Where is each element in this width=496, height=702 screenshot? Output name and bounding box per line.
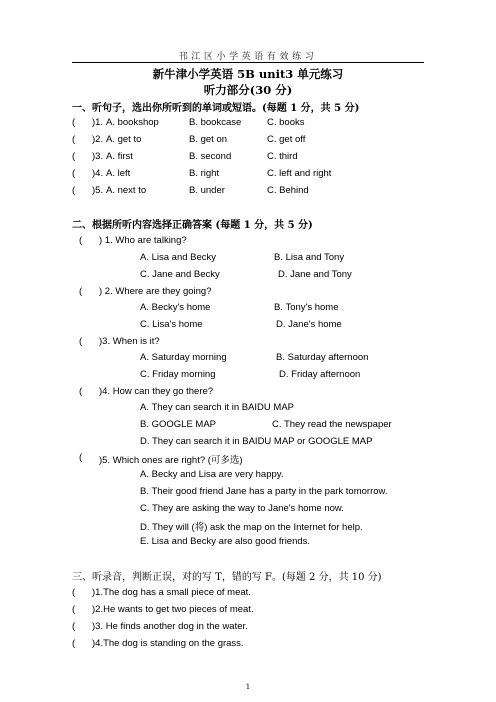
s2-q3-option-a: A. Saturday morning <box>140 352 227 363</box>
s2-q2-option-b: B. Tony's home <box>274 302 339 313</box>
item-number: )3. <box>92 151 104 162</box>
option-c: C. Behind <box>267 185 309 196</box>
s2-q5-option-e: E. Lisa and Becky are also good friends. <box>140 536 311 547</box>
option-a: A. get to <box>106 134 142 145</box>
option-c: C. get off <box>267 134 306 145</box>
option-b: B. under <box>189 185 225 196</box>
statement-text: )3. He finds another dog in the water. <box>92 621 248 632</box>
option-a: A. first <box>106 151 133 162</box>
option-a: A. bookshop <box>106 117 159 128</box>
running-header: 邗江区小学英语有效练习 <box>178 52 318 62</box>
option-c: C. books <box>267 117 305 128</box>
s2-q1-option-b: B. Lisa and Tony <box>274 252 345 263</box>
statement-text: )1.The dog has a small piece of meat. <box>92 587 251 598</box>
item-number: )5. <box>92 185 104 196</box>
option-c: C. third <box>267 151 298 162</box>
s2-q2-option-c: C. Lisa's home <box>140 319 203 330</box>
option-b: B. get on <box>189 134 228 145</box>
question-text: )4. How can they go there? <box>99 386 214 397</box>
section2-heading: 二、根据所听内容选择正确答案 (每题 1 分，共 5 分) <box>72 220 313 231</box>
answer-paren[interactable]: ( <box>72 185 76 196</box>
statement-text: )4.The dog is standing on the grass. <box>92 638 244 649</box>
s2-q1-option-c: C. Jane and Becky <box>140 269 220 280</box>
answer-paren[interactable]: ( <box>72 151 76 162</box>
answer-paren[interactable]: ( <box>72 587 76 598</box>
s2-q2-option-d: D. Jane's home <box>276 319 342 330</box>
s2-q4-option-a: A. They can search it in BAIDU MAP <box>140 402 294 413</box>
doc-title: 新牛津小学英语 5B unit3 单元练习 <box>152 67 344 81</box>
answer-paren[interactable]: ( <box>72 638 76 649</box>
option-b: B. right <box>189 168 220 179</box>
s2-q3-option-c: C. Friday morning <box>140 369 216 380</box>
s2-q3-option-d: D. Friday afternoon <box>279 369 361 380</box>
option-a: A. left <box>106 168 131 179</box>
question-text: ) 1. Who are talking? <box>99 235 187 246</box>
s2-q3-option-b: B. Saturday afternoon <box>276 352 369 363</box>
section3-heading: 三、听录音，判断正误，对的写 T，错的写 F。(每题 2 分，共 10 分) <box>72 572 382 583</box>
item-number: )4. <box>92 168 104 179</box>
section1-heading: 一、听句子，选出你所听到的单词或短语。(每题 1 分，共 5 分) <box>72 103 360 114</box>
answer-paren[interactable]: ( <box>79 386 83 397</box>
s2-q4-option-c: C. They read the newspaper <box>272 419 392 430</box>
s2-q2-option-a: A. Becky's home <box>140 302 211 313</box>
s2-q5-option-b: B. Their good friend Jane has a party in the park tomorrow. <box>140 486 388 497</box>
question-text: )3. When is it? <box>99 336 160 347</box>
answer-paren[interactable]: ( <box>72 117 76 128</box>
answer-paren[interactable]: ( <box>79 235 83 246</box>
answer-paren[interactable]: ( <box>72 621 76 632</box>
answer-paren[interactable]: ( <box>72 604 76 615</box>
option-b: B. bookcase <box>189 117 242 128</box>
answer-paren[interactable]: ( <box>72 134 76 145</box>
s2-q5-option-d: D. They will (将) ask the map on the Internet for help. <box>140 522 363 533</box>
page-number: 1 <box>245 683 251 691</box>
answer-paren[interactable]: ( <box>79 452 83 463</box>
s2-q4-option-d: D. They can search it in BAIDU MAP or GOOGLE MAP <box>140 436 373 447</box>
answer-paren[interactable]: ( <box>79 336 83 347</box>
option-c: C. left and right <box>267 168 332 179</box>
s2-q5-option-a: A. Becky and Lisa are very happy. <box>140 469 284 480</box>
doc-subtitle: 听力部分(30 分) <box>203 83 293 97</box>
s2-q1-option-a: A. Lisa and Becky <box>140 252 217 263</box>
s2-q5-option-c: C. They are asking the way to Jane's home now. <box>140 503 344 514</box>
item-number: )2. <box>92 134 104 145</box>
header-rule <box>72 62 424 63</box>
question-text: ) 2. Where are they going? <box>99 286 212 297</box>
item-number: )1. <box>92 117 104 128</box>
answer-paren[interactable]: ( <box>79 286 83 297</box>
option-b: B. second <box>189 151 232 162</box>
s2-q4-option-b: B. GOOGLE MAP <box>140 419 217 430</box>
question-text: )5. Which ones are right? (可多选) <box>99 455 243 466</box>
answer-paren[interactable]: ( <box>72 168 76 179</box>
statement-text: )2.He wants to get two pieces of meat. <box>92 604 254 615</box>
s2-q1-option-d: D. Jane and Tony <box>278 269 352 280</box>
option-a: A. next to <box>106 185 147 196</box>
